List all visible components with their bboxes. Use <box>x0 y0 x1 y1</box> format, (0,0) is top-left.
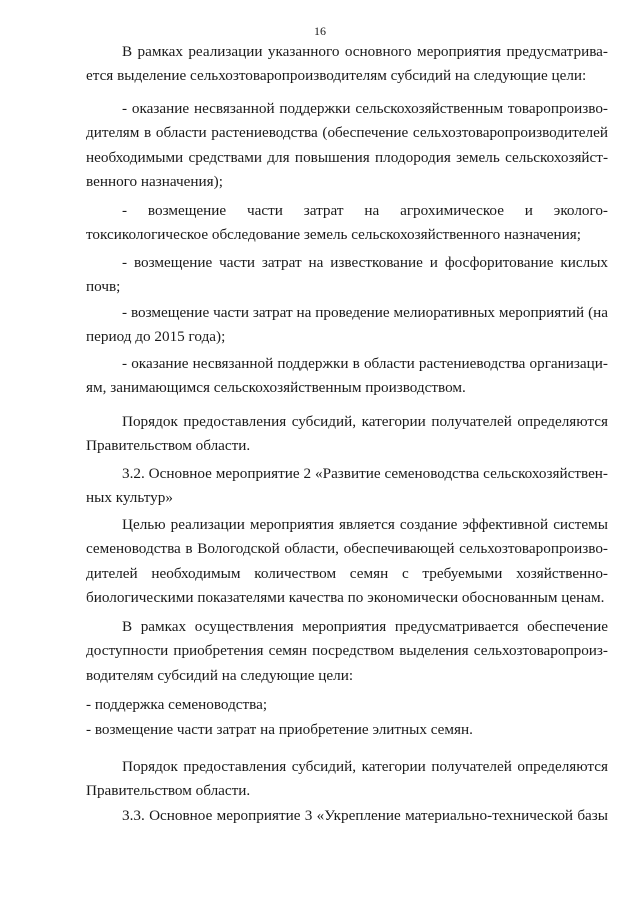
text-line: Порядок предоставления субсидий, категории получателей определяются <box>122 413 608 430</box>
paragraph <box>86 199 608 248</box>
text-line: семеноводства в Вологодской области, обеспечивающей сельхозтоваропроизво- <box>86 540 608 558</box>
text-line: - возмещение части затрат на проведение мелиоративных мероприятий (на <box>122 304 608 321</box>
text-line: - возмещение части затрат на приобретение элитных семян. <box>86 721 473 738</box>
text-line: биологическими показателями качества по экономически обоснованным ценам. <box>86 589 605 607</box>
text-line: необходимыми средствами для повышения плодородия земель сельскохозяйст- <box>86 148 608 166</box>
paragraph <box>86 693 608 717</box>
text-line: - поддержка семеноводства; <box>86 696 268 713</box>
paragraph <box>86 755 608 804</box>
text-line: Правительством области. <box>86 782 251 800</box>
text-line: ных культур» <box>86 489 173 507</box>
text-line: В рамках осуществления мероприятия предусматривается обеспечение <box>122 618 608 635</box>
text-line: Порядок предоставления субсидий, категории получателей определяются <box>122 758 608 775</box>
paragraph <box>86 804 608 828</box>
text-line: период до 2015 года); <box>86 328 226 346</box>
text-line: 3.3. Основное мероприятие 3 «Укрепление материально-технической базы <box>122 807 608 824</box>
text-line: ется выделение сельхозтоваропроизводителям субсидий на следующие цели: <box>86 67 587 85</box>
text-line: дителям в области растениеводства (обеспечение сельхозтоваропроизводителей <box>86 124 608 142</box>
text-line: 3.2. Основное мероприятие 2 «Развитие семеноводства сельскохозяйствен- <box>122 465 608 482</box>
text-line: - оказание несвязанной поддержки в области растениеводства организаци- <box>122 355 608 372</box>
paragraph <box>86 410 608 459</box>
paragraph <box>86 615 608 688</box>
text-line: водителям субсидий на следующие цели: <box>86 666 354 684</box>
text-line: почв; <box>86 278 121 296</box>
paragraph <box>86 352 608 401</box>
text-line: В рамках реализации указанного основного мероприятия предусматрива- <box>122 43 608 60</box>
text-line: токсикологическое обследование земель сельскохозяйственного назначения; <box>86 226 581 244</box>
text-line: - возмещение части затрат на агрохимическое и эколого- <box>122 202 608 219</box>
text-line: Правительством области. <box>86 437 251 455</box>
text-line: доступности приобретения семян посредством выделения сельхозтоваропроиз- <box>86 642 608 660</box>
paragraph <box>86 251 608 300</box>
text-line: ям, занимающимся сельскохозяйственным производством. <box>86 379 466 397</box>
text-line: - оказание несвязанной поддержки сельскохозяйственным товаропроизво- <box>122 100 608 117</box>
text-line: - возмещение части затрат на известкование и фосфоритование кислых <box>122 254 608 271</box>
paragraph <box>86 301 608 350</box>
text-line: венного назначения); <box>86 173 223 191</box>
paragraph <box>86 513 608 611</box>
paragraph <box>86 40 608 89</box>
paragraph <box>86 718 608 742</box>
text-line: дителей необходимым количеством семян с требуемыми хозяйственно- <box>86 564 608 582</box>
paragraph <box>86 462 608 511</box>
text-line: Целью реализации мероприятия является создание эффективной системы <box>122 516 608 533</box>
paragraph <box>86 97 608 195</box>
page-number: 16 <box>314 24 326 38</box>
